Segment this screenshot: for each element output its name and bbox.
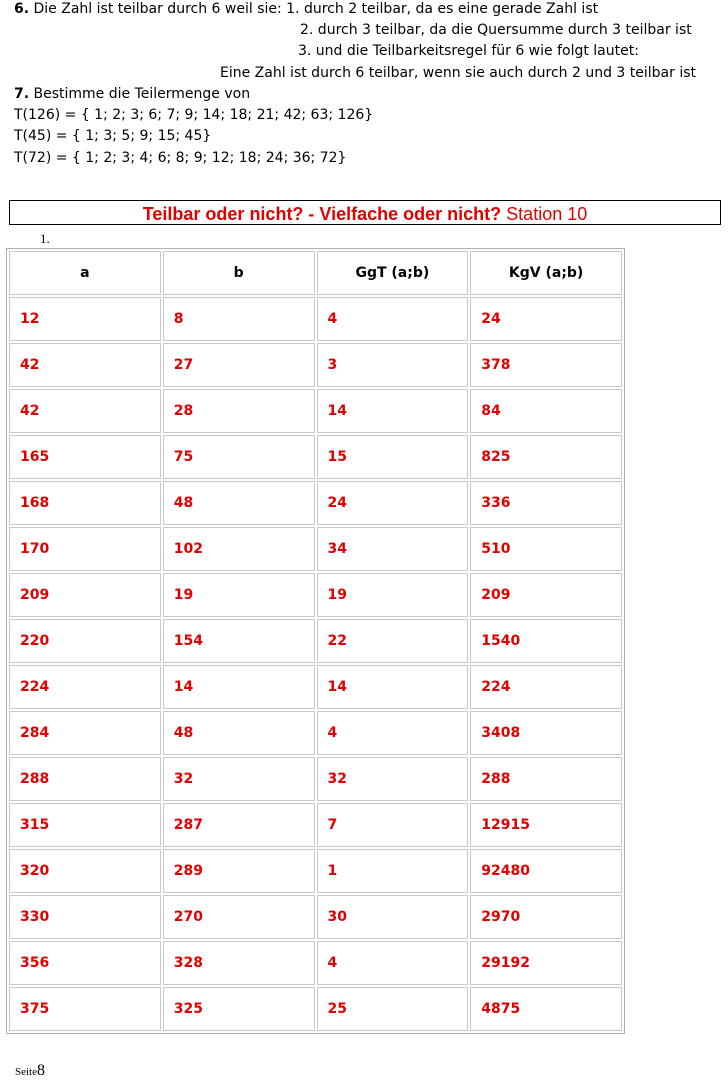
- cell-a: 315: [9, 803, 161, 847]
- cell-kgv: 2970: [470, 895, 622, 939]
- cell-kgv: 336: [470, 481, 622, 525]
- cell-a: 165: [9, 435, 161, 479]
- cell-b: 19: [163, 573, 315, 617]
- cell-a: 224: [9, 665, 161, 709]
- header-kgv: KgV (a;b): [470, 251, 622, 295]
- cell-ggt: 19: [317, 573, 469, 617]
- cell-kgv: 1540: [470, 619, 622, 663]
- cell-ggt: 24: [317, 481, 469, 525]
- table-header-row: [9, 251, 622, 295]
- cell-a: 42: [9, 343, 161, 387]
- page-footer: [15, 1062, 45, 1080]
- cell-kgv: 510: [470, 527, 622, 571]
- table-row: [9, 803, 622, 847]
- cell-b: 14: [163, 665, 315, 709]
- banner-title: Teilbar oder nicht? - Vielfache oder nicht?: [142, 204, 502, 224]
- cell-ggt: 3: [317, 343, 469, 387]
- cell-b: 289: [163, 849, 315, 893]
- item6-text: Die Zahl ist teilbar durch 6 weil sie: 1. durch 2 teilbar, da es eine gerade Zahl ist: [33, 1, 599, 17]
- cell-ggt: 25: [317, 987, 469, 1031]
- task-number: 1.: [40, 231, 50, 246]
- cell-kgv: 24: [470, 297, 622, 341]
- cell-b: 287: [163, 803, 315, 847]
- cell-b: 75: [163, 435, 315, 479]
- table-row: [9, 849, 622, 893]
- page-number: 8: [37, 1062, 45, 1079]
- cell-b: 328: [163, 941, 315, 985]
- cell-kgv: 3408: [470, 711, 622, 755]
- cell-b: 28: [163, 389, 315, 433]
- table-row: [9, 297, 622, 341]
- table-row: [9, 619, 622, 663]
- header-a: a: [9, 251, 161, 295]
- cell-kgv: 12915: [470, 803, 622, 847]
- station-banner: [9, 200, 721, 225]
- cell-b: 48: [163, 481, 315, 525]
- cell-ggt: 4: [317, 711, 469, 755]
- cell-b: 32: [163, 757, 315, 801]
- cell-a: 12: [9, 297, 161, 341]
- cell-ggt: 14: [317, 389, 469, 433]
- table-row: [9, 711, 622, 755]
- table-row: [9, 389, 622, 433]
- item7-heading-line: [14, 85, 250, 103]
- divisor-set-126: T(126) = { 1; 2; 3; 6; 7; 9; 14; 18; 21; 42; 63; 126}: [14, 107, 374, 123]
- cell-kgv: 378: [470, 343, 622, 387]
- cell-a: 288: [9, 757, 161, 801]
- table-body: [9, 297, 622, 1031]
- cell-b: 27: [163, 343, 315, 387]
- cell-kgv: 29192: [470, 941, 622, 985]
- cell-b: 270: [163, 895, 315, 939]
- cell-ggt: 22: [317, 619, 469, 663]
- divisor-set-45: T(45) = { 1; 3; 5; 9; 15; 45}: [14, 128, 212, 144]
- cell-a: 284: [9, 711, 161, 755]
- cell-ggt: 15: [317, 435, 469, 479]
- header-ggt: GgT (a;b): [317, 251, 469, 295]
- table-row: [9, 481, 622, 525]
- cell-ggt: 1: [317, 849, 469, 893]
- item6-line1: [14, 0, 598, 18]
- cell-a: 320: [9, 849, 161, 893]
- cell-b: 154: [163, 619, 315, 663]
- divisor-set-72: T(72) = { 1; 2; 3; 4; 6; 8; 9; 12; 18; 24; 36; 72}: [14, 150, 347, 166]
- cell-kgv: 84: [470, 389, 622, 433]
- cell-a: 168: [9, 481, 161, 525]
- table-row: [9, 527, 622, 571]
- cell-ggt: 32: [317, 757, 469, 801]
- item6-line2: 2. durch 3 teilbar, da die Quersumme durch 3 teilbar ist: [300, 22, 692, 38]
- cell-kgv: 4875: [470, 987, 622, 1031]
- cell-a: 42: [9, 389, 161, 433]
- cell-kgv: 209: [470, 573, 622, 617]
- cell-a: 170: [9, 527, 161, 571]
- cell-b: 325: [163, 987, 315, 1031]
- item7-heading: Bestimme die Teilermenge von: [33, 86, 251, 102]
- item7-number: 7.: [14, 86, 30, 102]
- cell-kgv: 224: [470, 665, 622, 709]
- cell-a: 220: [9, 619, 161, 663]
- table-row: [9, 987, 622, 1031]
- cell-ggt: 14: [317, 665, 469, 709]
- cell-ggt: 4: [317, 941, 469, 985]
- footer-label: Seite: [15, 1066, 37, 1078]
- item6-line4: Eine Zahl ist durch 6 teilbar, wenn sie auch durch 2 und 3 teilbar ist: [220, 65, 696, 81]
- table-row: [9, 343, 622, 387]
- table-row: [9, 573, 622, 617]
- cell-b: 102: [163, 527, 315, 571]
- table-row: [9, 941, 622, 985]
- cell-kgv: 825: [470, 435, 622, 479]
- cell-ggt: 30: [317, 895, 469, 939]
- cell-ggt: 4: [317, 297, 469, 341]
- cell-a: 330: [9, 895, 161, 939]
- cell-kgv: 288: [470, 757, 622, 801]
- banner-station: Station 10: [506, 204, 588, 224]
- cell-kgv: 92480: [470, 849, 622, 893]
- table-row: [9, 665, 622, 709]
- cell-a: 375: [9, 987, 161, 1031]
- cell-b: 48: [163, 711, 315, 755]
- banner-text: [10, 204, 720, 224]
- table-row: [9, 757, 622, 801]
- item6-line3: 3. und die Teilbarkeitsregel für 6 wie folgt lautet:: [298, 43, 639, 59]
- table-row: [9, 435, 622, 479]
- cell-ggt: 7: [317, 803, 469, 847]
- item6-number: 6.: [14, 1, 30, 17]
- cell-a: 209: [9, 573, 161, 617]
- cell-ggt: 34: [317, 527, 469, 571]
- cell-b: 8: [163, 297, 315, 341]
- ggt-kgv-table: [6, 248, 625, 1034]
- table-row: [9, 895, 622, 939]
- header-b: b: [163, 251, 315, 295]
- cell-a: 356: [9, 941, 161, 985]
